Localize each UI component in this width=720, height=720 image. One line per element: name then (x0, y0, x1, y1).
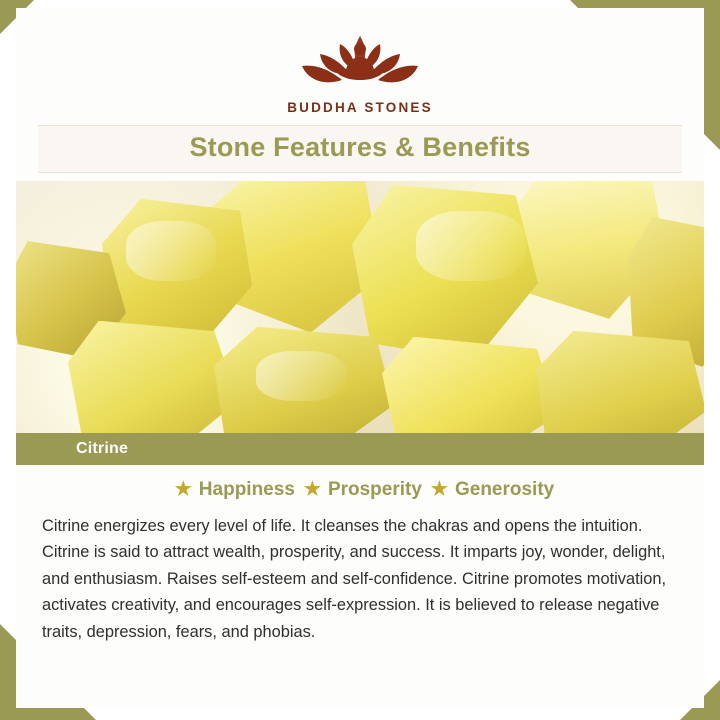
stone-chunk (68, 321, 238, 433)
keyword-item (295, 479, 422, 501)
page-title: Stone Features & Benefits (189, 132, 531, 162)
star-icon: ★ (430, 479, 448, 501)
keyword-item (422, 479, 554, 501)
star-icon: ★ (303, 479, 321, 501)
keyword-label: Generosity (454, 478, 555, 500)
brand-block (16, 8, 704, 115)
keyword-row (16, 465, 704, 511)
stone-description: Citrine energizes every level of life. It cleanses the chakras and opens the intuition. Citrine is said to attract wealth, prosperity, and success. It imparts joy, wonder, delight, and enthusiasm. Raises self-esteem and self-confidence. Citrine promotes motivation, activates creativity, and encourages self-expression. It is believed to release negative traits, depression, fears, and phobias. (42, 516, 667, 641)
stone-photo (16, 181, 704, 433)
stone-name: Citrine (76, 439, 129, 457)
brand-name: BUDDHA STONES (287, 100, 433, 115)
title-banner (38, 125, 682, 173)
stone-chunk (536, 331, 704, 433)
star-icon: ★ (174, 479, 192, 501)
stone-chunk (214, 327, 394, 433)
stone-chunk (382, 337, 558, 433)
keyword-label: Happiness (198, 478, 295, 500)
content-card (16, 8, 704, 708)
keyword-label: Prosperity (327, 478, 422, 500)
lotus-meditation-icon (294, 24, 426, 96)
stone-name-bar (16, 433, 704, 465)
keyword-item (166, 479, 295, 501)
